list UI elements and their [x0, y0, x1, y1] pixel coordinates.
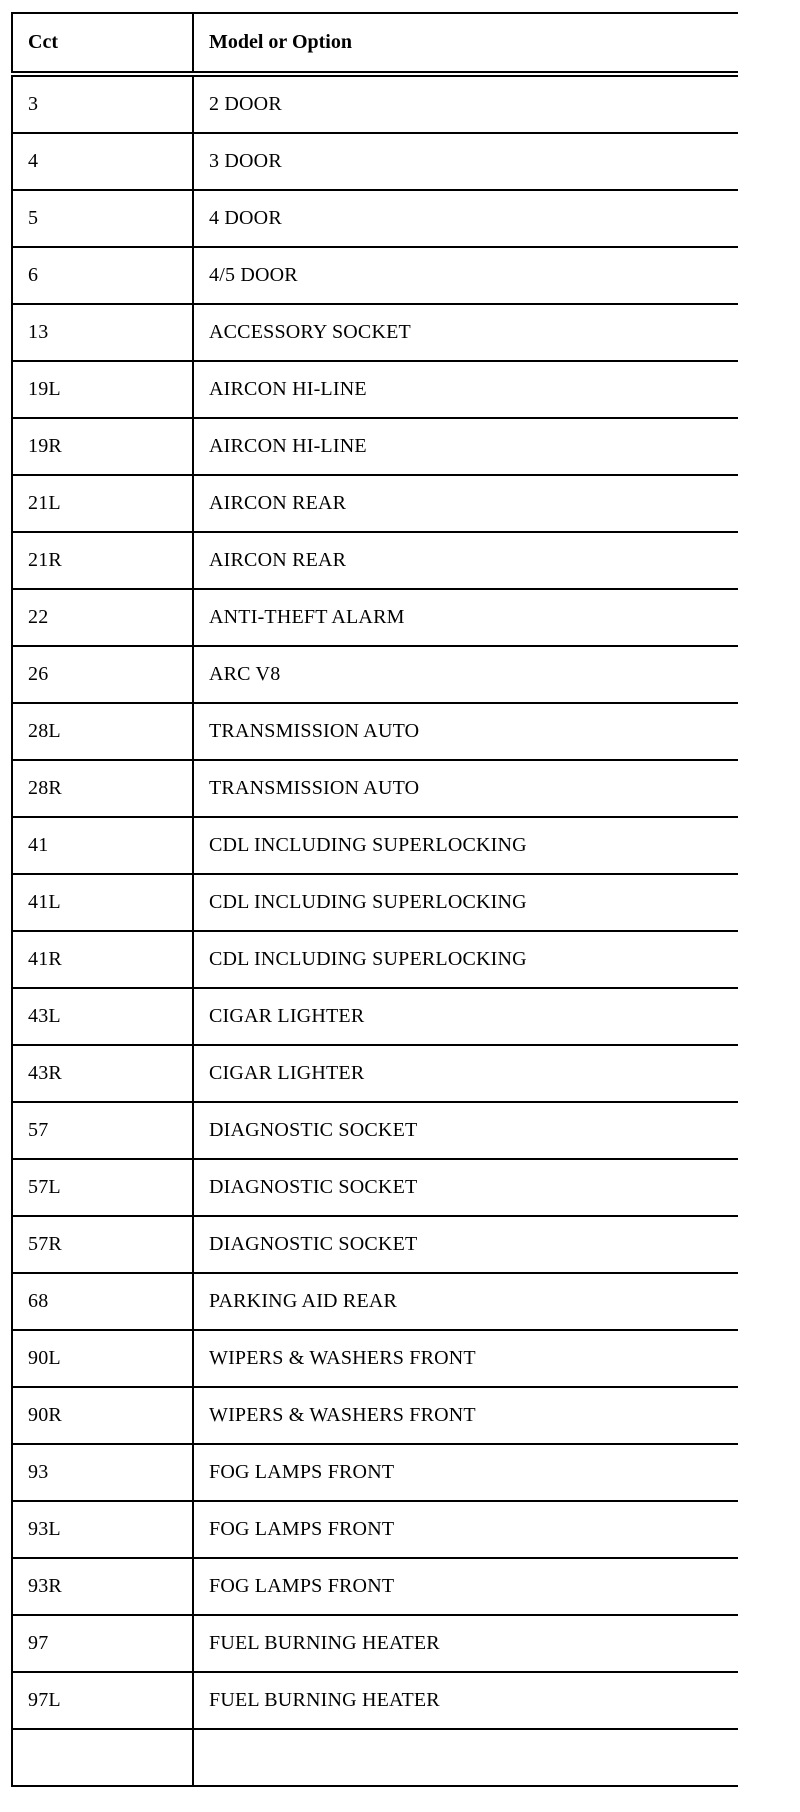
table-row: [12, 532, 738, 589]
cell-cct: 41R: [12, 931, 193, 988]
cell-cct: 93: [12, 1444, 193, 1501]
table-row: [12, 418, 738, 475]
table-row: [12, 1615, 738, 1672]
table-row: [12, 988, 738, 1045]
cell-cct: 4: [12, 133, 193, 190]
header-cct: Cct: [12, 13, 193, 74]
cell-cct: 41: [12, 817, 193, 874]
cell-cct: 5: [12, 190, 193, 247]
cell-model-or-option: TRANSMISSION AUTO: [193, 703, 738, 760]
cell-model-or-option: WIPERS & WASHERS FRONT: [193, 1387, 738, 1444]
cell-model-or-option: DIAGNOSTIC SOCKET: [193, 1159, 738, 1216]
cell-model-or-option: CDL INCLUDING SUPERLOCKING: [193, 931, 738, 988]
cell-model-or-option: DIAGNOSTIC SOCKET: [193, 1216, 738, 1273]
cell-model-or-option: CIGAR LIGHTER: [193, 988, 738, 1045]
table-row: [12, 190, 738, 247]
cell-model-or-option: AIRCON REAR: [193, 475, 738, 532]
table-row: [12, 133, 738, 190]
cell-model-or-option: FOG LAMPS FRONT: [193, 1501, 738, 1558]
cell-model-or-option: DIAGNOSTIC SOCKET: [193, 1102, 738, 1159]
cell-cct: 57L: [12, 1159, 193, 1216]
cell-cct: 90R: [12, 1387, 193, 1444]
cell-model-or-option: ACCESSORY SOCKET: [193, 304, 738, 361]
cell-model-or-option: AIRCON HI-LINE: [193, 418, 738, 475]
cell-model-or-option: FUEL BURNING HEATER: [193, 1615, 738, 1672]
cell-model-or-option: 3 DOOR: [193, 133, 738, 190]
cell-cct: 3: [12, 74, 193, 133]
table-row: [12, 475, 738, 532]
table-row: [12, 1045, 738, 1102]
table-row: [12, 1387, 738, 1444]
cell-cct: 21R: [12, 532, 193, 589]
cell-model-or-option: FOG LAMPS FRONT: [193, 1444, 738, 1501]
table-row: [12, 1102, 738, 1159]
cell-cct: 6: [12, 247, 193, 304]
header-model-or-option: Model or Option: [193, 13, 738, 74]
cell-model-or-option: AIRCON REAR: [193, 532, 738, 589]
cell-cct: 19L: [12, 361, 193, 418]
cell-cct: 43L: [12, 988, 193, 1045]
cell-model-or-option: CDL INCLUDING SUPERLOCKING: [193, 817, 738, 874]
cell-cct: 90L: [12, 1330, 193, 1387]
cell-cct: 93L: [12, 1501, 193, 1558]
table-row: [12, 1558, 738, 1615]
cell-model-or-option: ARC V8: [193, 646, 738, 703]
table-row: [12, 646, 738, 703]
cell-cct: 22: [12, 589, 193, 646]
cell-cct: 57: [12, 1102, 193, 1159]
table-row: [12, 304, 738, 361]
table-row: [12, 247, 738, 304]
table-row: [12, 703, 738, 760]
cell-model-or-option: CDL INCLUDING SUPERLOCKING: [193, 874, 738, 931]
cell-model-or-option: FOG LAMPS FRONT: [193, 1558, 738, 1615]
cell-model-or-option: WIPERS & WASHERS FRONT: [193, 1330, 738, 1387]
cell-cct: 93R: [12, 1558, 193, 1615]
cell-cct: [12, 1729, 193, 1786]
cell-cct: 28R: [12, 760, 193, 817]
table-row: [12, 931, 738, 988]
cell-cct: 97L: [12, 1672, 193, 1729]
cell-cct: 13: [12, 304, 193, 361]
table-row: [12, 1330, 738, 1387]
cell-cct: 28L: [12, 703, 193, 760]
cell-cct: 68: [12, 1273, 193, 1330]
cell-model-or-option: CIGAR LIGHTER: [193, 1045, 738, 1102]
table-row: [12, 817, 738, 874]
table-row: [12, 1672, 738, 1729]
table-row: [12, 874, 738, 931]
table-header-row: [12, 13, 738, 74]
cell-model-or-option: AIRCON HI-LINE: [193, 361, 738, 418]
cell-model-or-option: 2 DOOR: [193, 74, 738, 133]
cell-model-or-option: TRANSMISSION AUTO: [193, 760, 738, 817]
cell-cct: 19R: [12, 418, 193, 475]
cell-model-or-option: ANTI-THEFT ALARM: [193, 589, 738, 646]
table-row: [12, 1216, 738, 1273]
cell-model-or-option: [193, 1729, 738, 1786]
cell-cct: 57R: [12, 1216, 193, 1273]
circuit-table-container: [11, 12, 738, 1812]
cell-cct: 97: [12, 1615, 193, 1672]
circuit-option-table: [11, 12, 738, 1787]
cell-cct: 41L: [12, 874, 193, 931]
table-row: [12, 1501, 738, 1558]
table-row: [12, 1159, 738, 1216]
table-row: [12, 589, 738, 646]
table-body: [12, 74, 738, 1786]
table-row: [12, 760, 738, 817]
table-row: [12, 361, 738, 418]
cell-cct: 26: [12, 646, 193, 703]
cell-model-or-option: PARKING AID REAR: [193, 1273, 738, 1330]
cell-model-or-option: FUEL BURNING HEATER: [193, 1672, 738, 1729]
cell-cct: 21L: [12, 475, 193, 532]
table-row: [12, 74, 738, 133]
cell-model-or-option: 4 DOOR: [193, 190, 738, 247]
table-row: [12, 1729, 738, 1786]
cell-cct: 43R: [12, 1045, 193, 1102]
table-row: [12, 1444, 738, 1501]
table-row: [12, 1273, 738, 1330]
cell-model-or-option: 4/5 DOOR: [193, 247, 738, 304]
